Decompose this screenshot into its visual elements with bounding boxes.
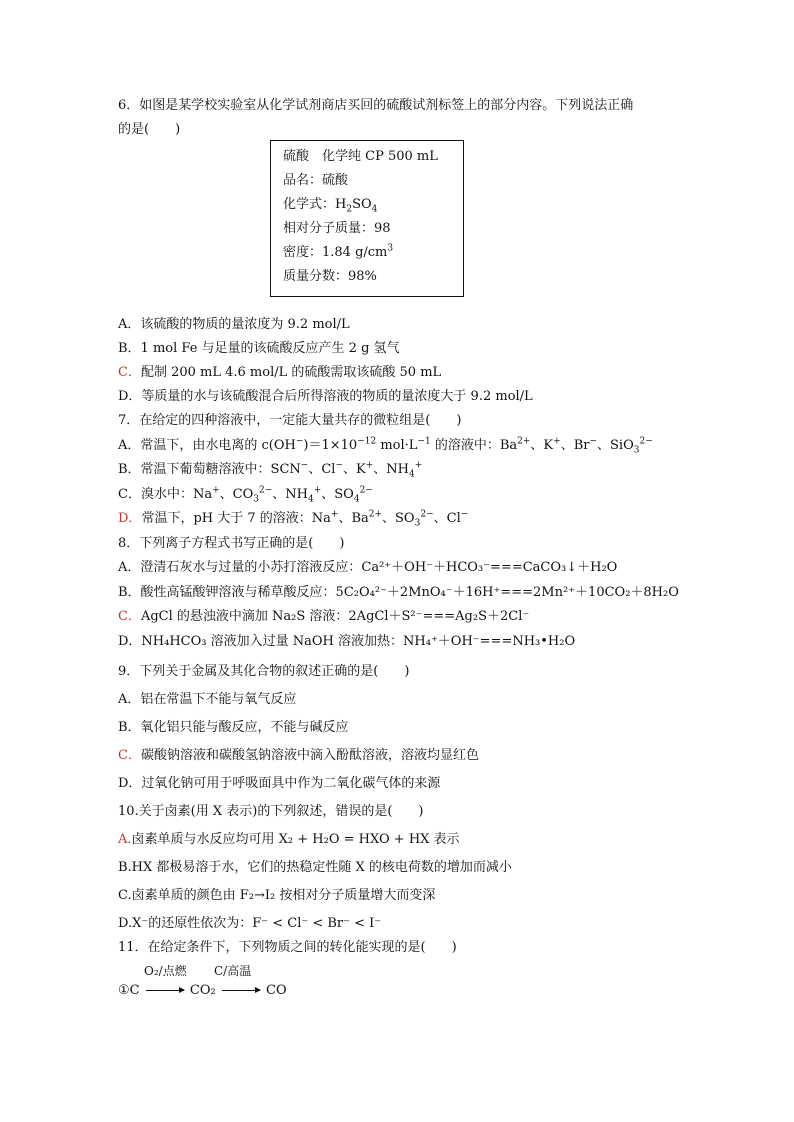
q11-condition-2: C/高温 <box>214 964 252 978</box>
q11-item-end: CO <box>266 983 287 998</box>
q6-option-d: D．等质量的水与该硫酸混合后所得溶液的物质的量浓度大于 9.2 mol/L <box>118 389 533 404</box>
q11-stem: 11．在给定条件下，下列物质之间的转化能实现的是( ) <box>118 940 457 955</box>
q10-option-a: A.卤素单质与水反应均可用 X₂ + H₂O = HXO + HX 表示 <box>118 832 460 847</box>
q10-option-b: B.HX 都极易溶于水，它们的热稳定性随 X 的核电荷数的增加而减小 <box>118 860 512 875</box>
label-line-4: 相对分子质量：98 <box>283 221 391 236</box>
label-line-1: 硫酸 化学纯 CP 500 mL <box>283 149 438 164</box>
q9-stem: 9．下列关于金属及其化合物的叙述正确的是( ) <box>118 664 410 679</box>
q10-stem: 10.关于卤素(用 X 表示)的下列叙述，错误的是( ) <box>118 804 424 819</box>
reaction-arrow-icon <box>222 990 260 991</box>
q9-option-a: A．铝在常温下不能与氧气反应 <box>118 692 297 707</box>
q9-option-b: B．氧化铝只能与酸反应，不能与碱反应 <box>118 720 349 735</box>
q8-option-d: D．NH₄HCO₃ 溶液加入过量 NaOH 溶液加热：NH₄⁺＋OH⁻===NH₃•H₂O <box>118 634 576 649</box>
label-line-6: 质量分数：98% <box>283 269 377 284</box>
label-line-2: 品名：硫酸 <box>283 173 349 188</box>
q9-option-d: D．过氧化钠可用于呼吸面具中作为二氧化碳气体的来源 <box>118 776 441 791</box>
q9-option-c: C．碳酸钠溶液和碳酸氢钠溶液中滴入酚酞溶液，溶液均显红色 <box>118 748 479 763</box>
q10-option-c: C.卤素单质的颜色由 F₂→I₂ 按相对分子质量增大而变深 <box>118 888 436 903</box>
q7-stem: 7．在给定的四种溶液中，一定能大量共存的微粒组是( ) <box>118 413 462 428</box>
q8-option-a: A．澄清石灰水与过量的小苏打溶液反应：Ca²⁺＋OH⁻＋HCO₃⁻===CaCO₃↓＋H₂O <box>118 560 618 575</box>
q7-option-d: D．常温下，pH 大于 7 的溶液：Na+、$Ba^{2+}$、$SO_3^{2-}$、Cl− <box>118 509 469 529</box>
label-line-5: 密度：1.84 $g/cm^3$ <box>283 243 394 260</box>
q8-option-b: B．酸性高锰酸钾溶液与稀草酸反应：5C₂O₄²⁻＋2MnO₄⁻＋16H⁺===2Mn²⁺＋10CO₂＋8H₂O <box>118 585 679 600</box>
q8-option-c: C．AgCl 的悬浊液中滴加 Na₂S 溶液：2AgCl＋S²⁻===Ag₂S＋2Cl⁻ <box>118 609 530 624</box>
reagent-label-box <box>270 140 464 297</box>
q7-option-c: C．溴水中：Na+、$CO_3^{2-}$、$NH_4^+$、$SO_4^{2-}$ <box>118 485 373 505</box>
q8-stem: 8．下列离子方程式书写正确的是( ) <box>118 536 345 551</box>
q6-stem-line2: 的是( ) <box>118 122 181 137</box>
q10-option-d: D.X⁻的还原性依次为：F⁻ < Cl⁻ < Br⁻ < I⁻ <box>118 916 382 931</box>
q6-option-c: C．配制 200 mL 4.6 mol/L 的硫酸需取该硫酸 50 mL <box>118 365 442 380</box>
q11-condition-1: O₂/点燃 <box>144 964 187 978</box>
q11-item-start: ①C <box>118 983 140 998</box>
q7-option-b: B．常温下葡萄糖溶液中：SCN−、Cl−、K+、$NH_4^+$ <box>118 460 423 480</box>
q6-option-b: B．1 mol Fe 与足量的该硫酸反应产生 2 g 氢气 <box>118 341 400 356</box>
label-line-3: 化学式：$H_2SO_4$ <box>283 197 378 215</box>
q6-option-a: A．该硫酸的物质的量浓度为 9.2 mol/L <box>118 317 350 332</box>
q11-item-1 <box>118 983 287 998</box>
q11-item-mid: CO₂ <box>189 983 216 998</box>
reaction-arrow-icon <box>146 990 184 991</box>
q6-stem-line1: 6．如图是某学校实验室从化学试剂商店买回的硫酸试剂标签上的部分内容。下列说法正确 <box>118 98 634 113</box>
q7-option-a: A．常温下，由水电离的 $c(OH^-)=1\times 10^{-12}$ $mol\cdot L^{-1}$ 的溶液中：$Ba^{2+}$、K+、Br−、SiO$_3^{2-}$ <box>118 436 653 456</box>
